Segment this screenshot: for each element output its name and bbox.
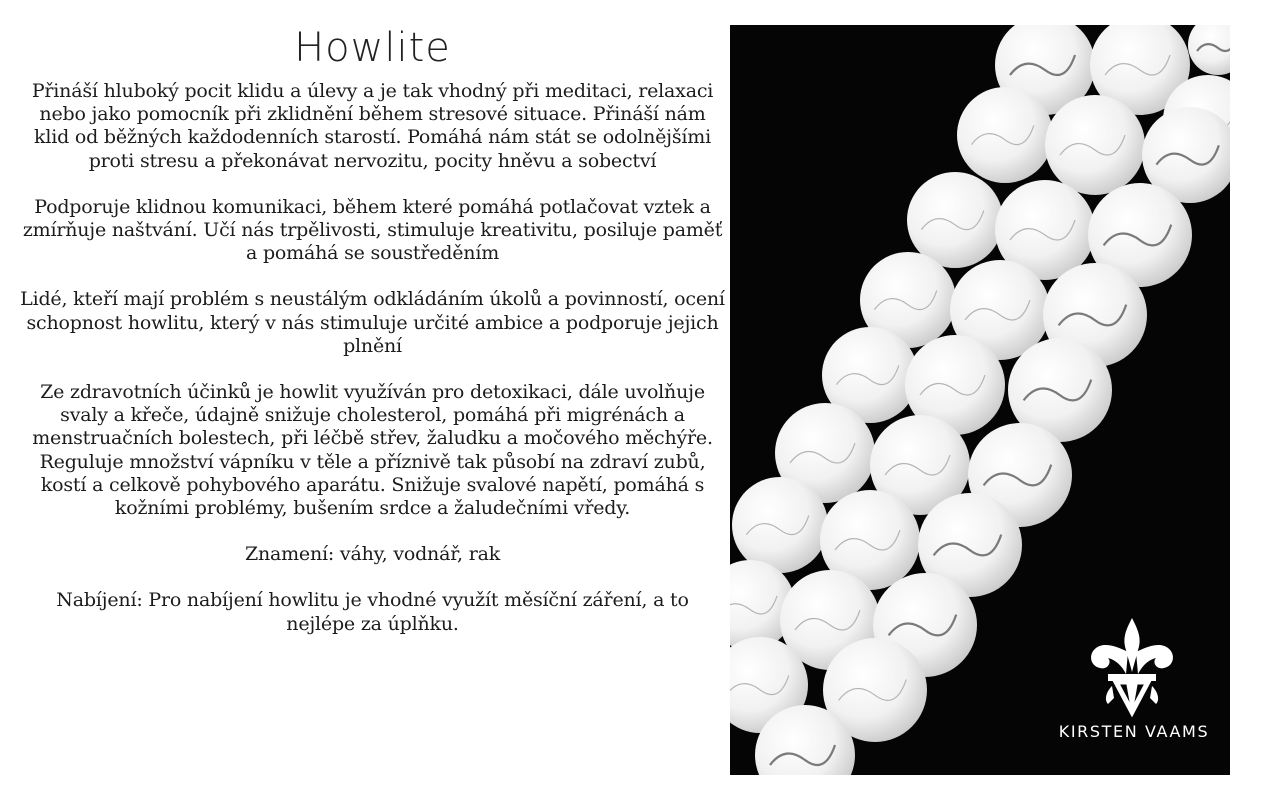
paragraph-communication: Podporuje klidnou komunikaci, během které pomáhá potlačovat vztek a zmírňuje naštvání. Učí nás trpělivosti, stimuluje kreativitu, posiluje paměť a pomáhá se soustředěním xyxy=(22,195,723,265)
paragraph-health: Ze zdravotních účinků je howlit využíván pro detoxikaci, dále uvolňuje svaly a křeče, údajně snižuje cholesterol, pomáhá při migrénách a menstruačních bolestech, při léčbě střev, žaludku a močového měchýře. Reguluje množství vápníku v těle a příznivě tak působí na zdraví zubů, kostí a celkově pohybového aparátu. Snižuje svalové napětí, pomáhá s kožními problémy, bušením srdce a žaludečními vředy. xyxy=(32,381,713,520)
paragraph-zodiac: Znamení: váhy, vodnář, rak xyxy=(244,543,501,566)
brand-logo-text: KIRSTEN VAAMS xyxy=(1058,722,1210,741)
paragraph-procrastination: Lidé, kteří mají problém s neustálým odkládáním úkolů a povinností, ocení schopnost howlitu, který v nás stimuluje určité ambice a podporuje jejich plnění xyxy=(20,288,725,357)
text-column xyxy=(20,22,725,659)
bead xyxy=(1045,95,1145,195)
bead xyxy=(732,477,828,573)
page-title: Howlite xyxy=(294,25,451,71)
paragraph-charging: Nabíjení: Pro nabíjení howlitu je vhodné využít měsíční záření, a to nejlépe za úplňku. xyxy=(56,589,689,635)
fleur-de-lis-logo-icon xyxy=(1086,616,1178,720)
bead xyxy=(957,87,1053,183)
bead xyxy=(907,172,1003,268)
paragraph-calm: Přináší hluboký pocit klidu a úlevy a je tak vhodný při meditaci, relaxaci nebo jako pomocník při zklidnění během stresové situace. Přináší nám klid od běžných každodenních starostí. Pomáhá nám stát se odolnějšími proti stresu a překonávat nervozitu, pocity hněvu a sobectví xyxy=(31,80,714,172)
